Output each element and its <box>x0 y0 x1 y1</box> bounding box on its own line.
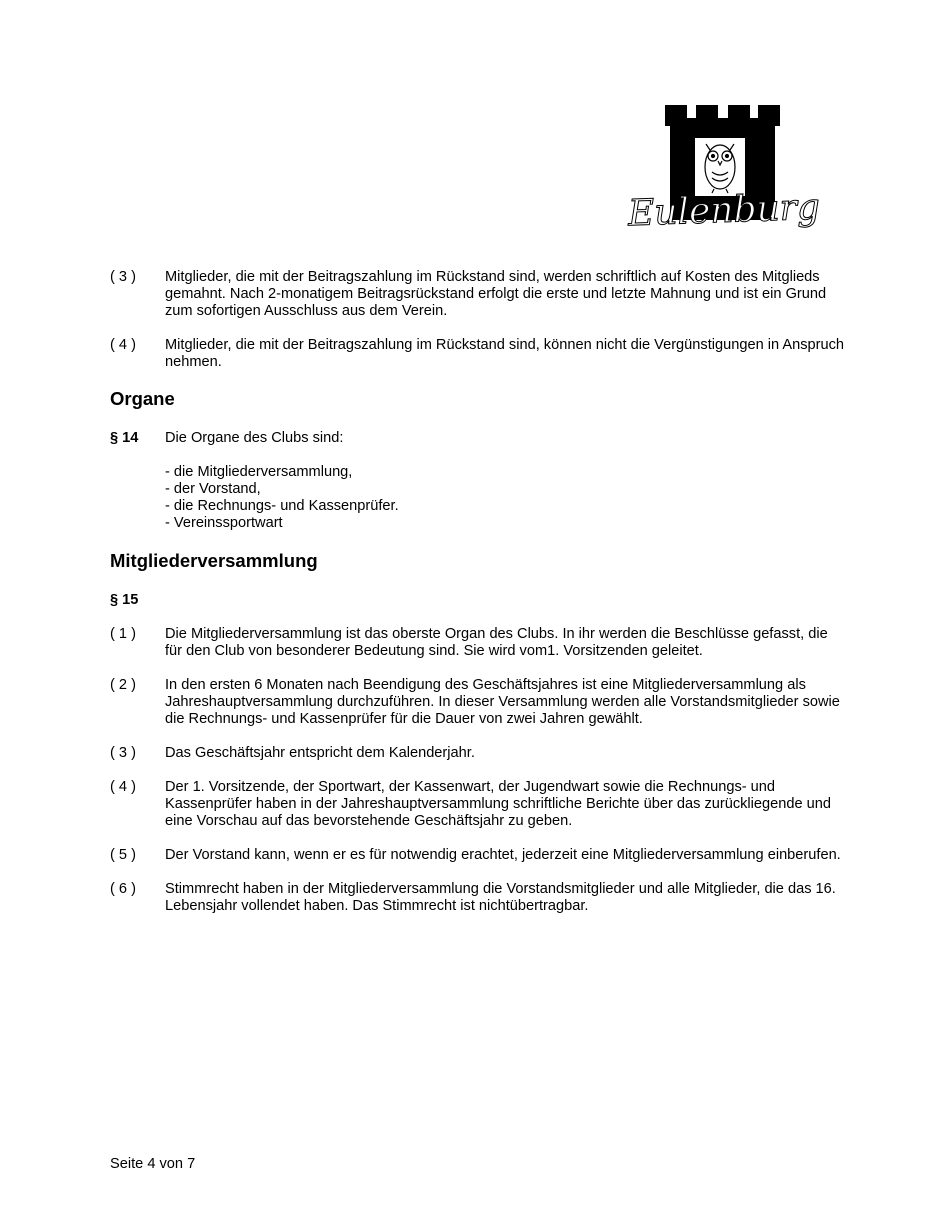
item-number: ( 4 ) <box>110 779 136 795</box>
paragraph-number: § 14 <box>110 430 139 446</box>
item-text: Das Geschäftsjahr entspricht dem Kalenderjahr. <box>165 745 475 761</box>
castle-owl-logo <box>627 100 821 235</box>
organe-intro: Die Organe des Clubs sind: <box>165 430 344 446</box>
paragraph-item <box>110 626 845 660</box>
section-heading-mitgliederversammlung: Mitgliederversammlung <box>110 550 318 571</box>
item-text: Mitglieder, die mit der Beitragszahlung im Rückstand sind, werden schriftlich auf Kosten des Mitglieds gemahnt. Nach 2-monatigem Beitragsrückstand erfolgt die erste und letzte Mahnung und ist ein Grund zum sofortigen Ausschluss aus dem Verein. <box>165 269 827 319</box>
list-item: - Vereinssportwart <box>165 515 283 531</box>
item-text: Der 1. Vorsitzende, der Sportwart, der Kassenwart, der Jugendwart sowie die Rechnungs- und Kassenprüfer haben in der Jahreshauptversammlung schriftliche Berichte über das zurückliegende und eine Vorschau auf das bevorstehende Geschäftsjahr zu geben. <box>165 779 832 829</box>
paragraph-item <box>110 847 845 864</box>
item-number: ( 3 ) <box>110 269 136 285</box>
item-text: Stimmrecht haben in der Mitgliederversammlung die Vorstandsmitglieder und alle Mitglieder, die das 16. Lebensjahr vollendet haben. Das Stimmrecht ist nichtübertragbar. <box>165 881 836 914</box>
organe-list <box>165 464 845 532</box>
item-number: ( 6 ) <box>110 881 136 897</box>
paragraph-item <box>110 881 845 915</box>
paragraph-item <box>110 779 845 830</box>
item-text: In den ersten 6 Monaten nach Beendigung des Geschäftsjahres ist eine Mitgliederversammlung als Jahreshauptversammlung durchzuführen. In dieser Versammlung werden alle Vorstandsmitglieder sowie die Rechnungs- und Kassenprüfer für die Dauer von zwei Jahren gewählt. <box>165 677 840 727</box>
paragraph-item <box>110 337 845 371</box>
item-number: ( 5 ) <box>110 847 136 863</box>
item-number: ( 2 ) <box>110 677 136 693</box>
organe-block <box>165 430 845 532</box>
document-body <box>110 269 845 932</box>
list-item: - die Mitgliederversammlung, <box>165 464 353 480</box>
castle-icon <box>627 100 821 235</box>
item-text: Mitglieder, die mit der Beitragszahlung im Rückstand sind, können nicht die Vergünstigungen in Anspruch nehmen. <box>165 337 845 370</box>
item-number: ( 1 ) <box>110 626 136 642</box>
paragraph-14 <box>110 430 845 532</box>
paragraph-15: § 15 <box>110 592 139 608</box>
item-text: Der Vorstand kann, wenn er es für notwendig erachtet, jederzeit eine Mitgliederversammlung einberufen. <box>165 847 841 863</box>
paragraph-item <box>110 677 845 728</box>
paragraph-item <box>110 745 845 762</box>
paragraph-item <box>110 269 845 320</box>
list-item: - die Rechnungs- und Kassenprüfer. <box>165 498 399 514</box>
logo-lettering: Eulenburg <box>627 186 821 235</box>
page-footer: Seite 4 von 7 <box>110 1156 196 1172</box>
item-number: ( 4 ) <box>110 337 136 353</box>
item-text: Die Mitgliederversammlung ist das oberste Organ des Clubs. In ihr werden die Beschlüsse gefasst, die für den Club von besonderer Bedeutung sind. Sie wird vom1. Vorsitzenden geleitet. <box>165 626 828 659</box>
list-item: - der Vorstand, <box>165 481 261 497</box>
section-heading-organe: Organe <box>110 388 175 409</box>
item-number: ( 3 ) <box>110 745 136 761</box>
